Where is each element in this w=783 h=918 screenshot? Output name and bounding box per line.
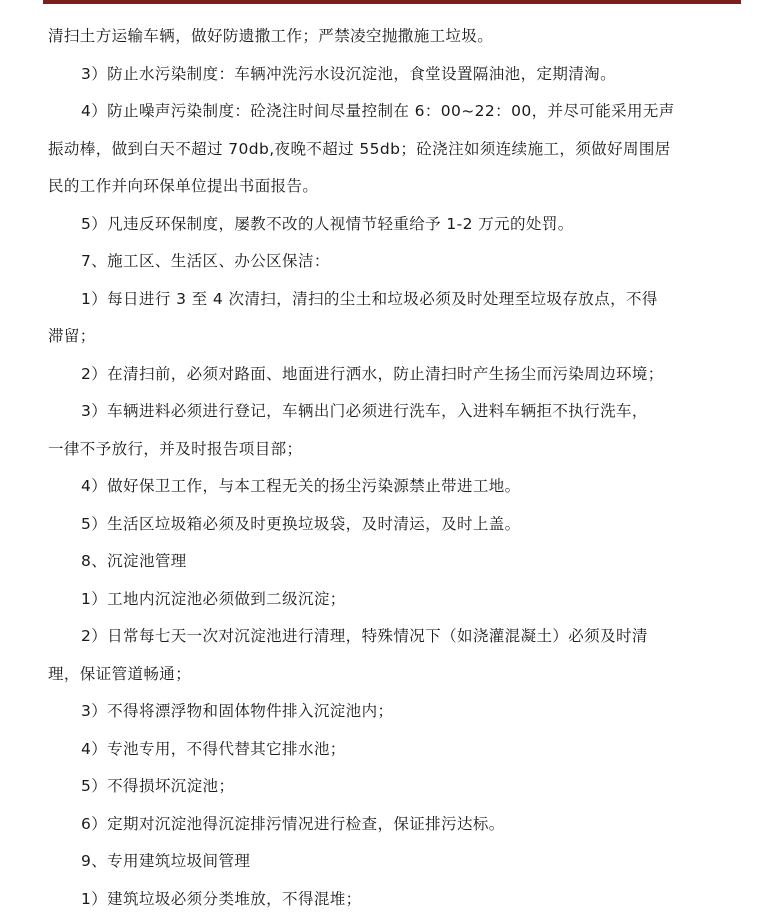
section-heading: 8、沉淀池管理	[48, 543, 738, 581]
text-line: 理，保证管道畅通；	[48, 656, 738, 694]
text-line: 振动棒，做到白天不超过 70db,夜晚不超过 55db；砼浇注如须连续施工，须做好周围居	[48, 131, 738, 169]
text-line: 2）日常每七天一次对沉淀池进行清理，特殊情况下（如浇灌混凝土）必须及时清	[48, 618, 738, 656]
text-line: 1）建筑垃圾必须分类堆放，不得混堆；	[48, 881, 738, 918]
text-line: 3）防止水污染制度：车辆冲洗污水设沉淀池，食堂设置隔油池，定期清淘。	[48, 56, 738, 94]
text-line: 4）专池专用，不得代替其它排水池；	[48, 731, 738, 769]
text-line: 4）做好保卫工作，与本工程无关的扬尘污染源禁止带进工地。	[48, 468, 738, 506]
text-line: 民的工作并向环保单位提出书面报告。	[48, 168, 738, 206]
text-line: 3）车辆进料必须进行登记，车辆出门必须进行洗车，入进料车辆拒不执行洗车，	[48, 393, 738, 431]
text-line: 清扫土方运输车辆，做好防遗撒工作；严禁凌空抛撒施工垃圾。	[48, 18, 738, 56]
text-line: 4）防止噪声污染制度：砼浇注时间尽量控制在 6：00~22：00，并尽可能采用无声	[48, 93, 738, 131]
header-rule	[43, 0, 741, 4]
section-heading: 7、施工区、生活区、办公区保洁：	[48, 243, 738, 281]
text-line: 一律不予放行，并及时报告项目部；	[48, 431, 738, 469]
text-line: 5）凡违反环保制度，屡教不改的人视情节轻重给予 1-2 万元的处罚。	[48, 206, 738, 244]
text-line: 2）在清扫前，必须对路面、地面进行洒水，防止清扫时产生扬尘而污染周边环境；	[48, 356, 738, 394]
text-line: 3）不得将漂浮物和固体物件排入沉淀池内；	[48, 693, 738, 731]
text-line: 6）定期对沉淀池得沉淀排污情况进行检查，保证排污达标。	[48, 806, 738, 844]
section-heading: 9、专用建筑垃圾间管理	[48, 843, 738, 881]
text-line: 5）不得损坏沉淀池；	[48, 768, 738, 806]
text-line: 滞留；	[48, 318, 738, 356]
text-line: 1）每日进行 3 至 4 次清扫，清扫的尘土和垃圾必须及时处理至垃圾存放点，不得	[48, 281, 738, 319]
text-line: 1）工地内沉淀池必须做到二级沉淀；	[48, 581, 738, 619]
text-line: 5）生活区垃圾箱必须及时更换垃圾袋，及时清运，及时上盖。	[48, 506, 738, 544]
document-body	[48, 18, 738, 918]
